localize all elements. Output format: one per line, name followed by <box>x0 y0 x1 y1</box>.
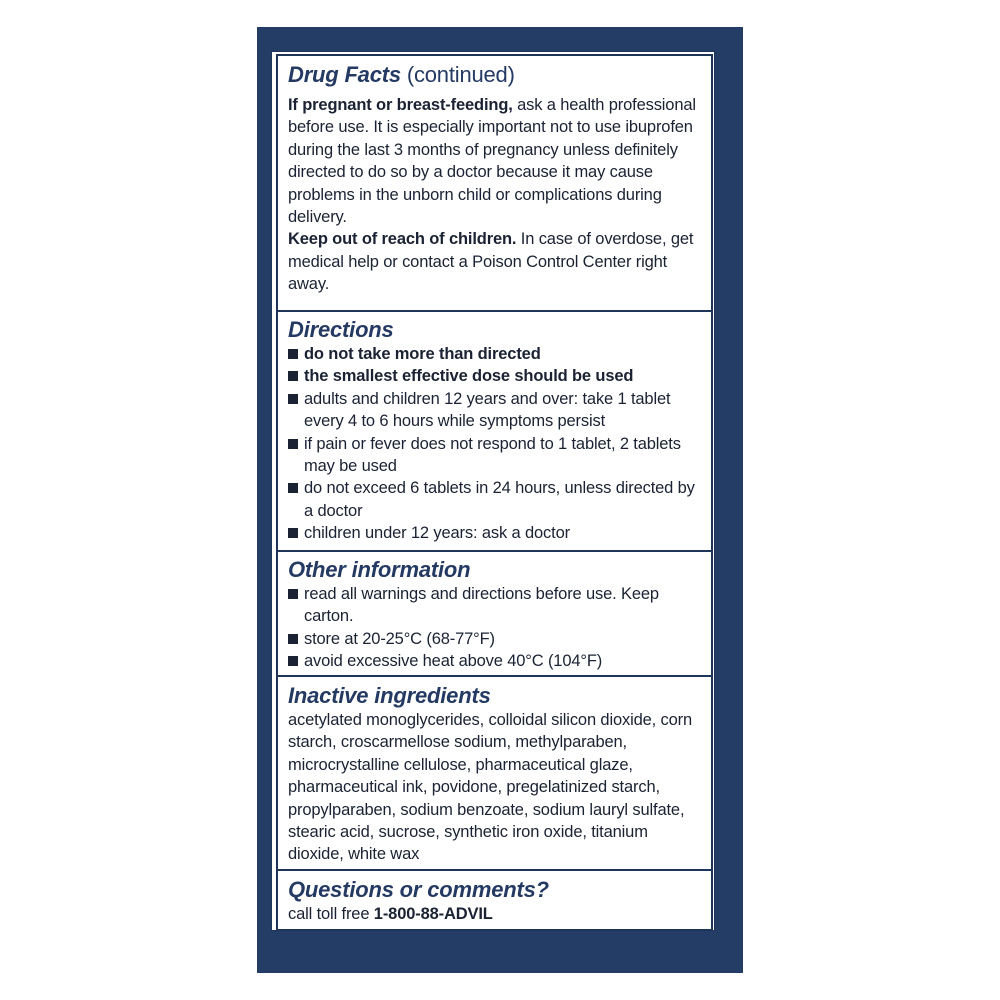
directions-item-text: if pain or fever does not respond to 1 tablet, 2 tablets may be used <box>304 434 681 476</box>
title-suffix: (continued) <box>406 62 515 87</box>
pregnancy-warning-text: ask a health professional before use. It is especially important not to use ibuprofen during the last 3 months of pregnancy unless definitely directed to do so by a doctor because it may cause problems in the unborn child or complications during delivery. <box>288 96 696 227</box>
pregnancy-warning-lead: If pregnant or breast-feeding, <box>288 96 513 114</box>
directions-item <box>288 433 702 478</box>
bullet-square-icon <box>288 349 298 359</box>
phone-number: 1-800-88-ADVIL <box>373 905 493 923</box>
bullet-square-icon <box>288 394 298 404</box>
questions-contact <box>288 903 702 925</box>
section-other-information <box>278 550 711 673</box>
keep-out-text: In case of overdose, get medical help or contact a Poison Control Center right away. <box>288 230 694 294</box>
bullet-square-icon <box>288 634 298 644</box>
other-information-heading: Other information <box>288 557 471 582</box>
directions-heading: Directions <box>288 317 394 342</box>
section-pregnancy-warnings <box>278 62 711 296</box>
directions-item <box>288 388 702 433</box>
directions-item-text: the smallest effective dose should be used <box>304 367 634 386</box>
other-information-item <box>288 650 702 672</box>
other-information-item-text: read all warnings and directions before use. Keep carton. <box>304 585 659 626</box>
inactive-ingredients-text: acetylated monoglycerides, colloidal silicon dioxide, corn starch, croscarmellose sodium, methylparaben, microcrystalline cellulose, pharmaceutical glaze, pharmaceutical ink, povidone, pregelatinized starch, propylparaben, sodium benzoate, sodium lauryl sulfate, stearic acid, sucrose, synthetic iron oxide, titanium dioxide, white wax <box>288 711 693 864</box>
bullet-square-icon <box>288 371 298 381</box>
other-information-list <box>288 583 702 673</box>
other-information-item <box>288 628 702 650</box>
inactive-ingredients-heading: Inactive ingredients <box>288 683 491 708</box>
bullet-square-icon <box>288 528 298 538</box>
section-directions <box>278 310 711 545</box>
keep-out-lead: Keep out of reach of children. <box>288 230 517 249</box>
questions-prefix: call toll free <box>288 905 374 923</box>
drug-facts-panel <box>276 54 713 931</box>
other-information-item-text: avoid excessive heat above 40°C (104°F) <box>304 652 603 671</box>
title-text: Drug Facts <box>288 62 401 87</box>
drug-facts-title <box>288 62 702 88</box>
pregnancy-warning <box>288 94 702 228</box>
directions-item-text: adults and children 12 years and over: take 1 tablet every 4 to 6 hours while symptoms persist <box>304 389 671 431</box>
other-information-item <box>288 583 702 628</box>
directions-item-text: children under 12 years: ask a doctor <box>304 524 570 543</box>
bullet-square-icon <box>288 656 298 666</box>
bullet-square-icon <box>288 483 298 493</box>
questions-heading: Questions or comments? <box>288 877 549 902</box>
bullet-square-icon <box>288 589 298 599</box>
directions-item <box>288 522 702 544</box>
directions-item-text: do not exceed 6 tablets in 24 hours, unless directed by a doctor <box>304 479 695 520</box>
section-questions <box>278 869 711 925</box>
keep-out-warning <box>288 228 702 295</box>
section-inactive-ingredients <box>278 675 711 866</box>
other-information-item-text: store at 20-25°C (68-77°F) <box>304 629 495 648</box>
bullet-square-icon <box>288 439 298 449</box>
directions-item <box>288 365 702 387</box>
directions-item <box>288 343 702 365</box>
directions-list <box>288 343 702 545</box>
directions-item <box>288 477 702 522</box>
directions-item-text: do not take more than directed <box>304 345 541 363</box>
